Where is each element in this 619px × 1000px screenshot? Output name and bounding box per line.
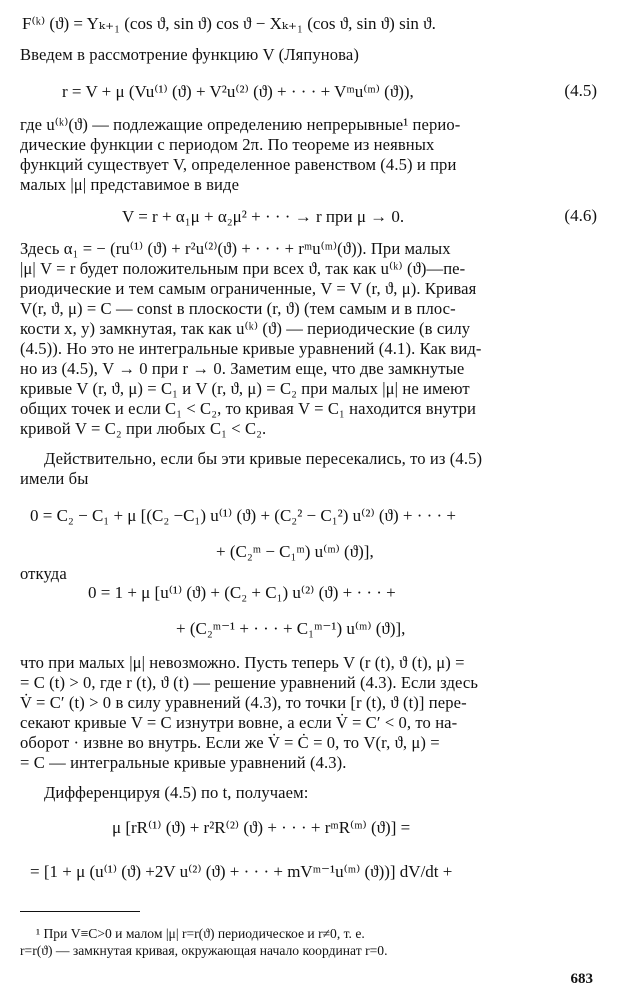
footnote-rule — [20, 911, 140, 912]
text-line: = C (t) > 0, где r (t), ϑ (t) — решение уравнений (4.3). Если здесь — [20, 673, 479, 692]
equation-number: (4.5) — [564, 81, 597, 100]
footnote-line: r=r(ϑ) — замкнутая кривая, окружающая начало координат r=0. — [20, 943, 388, 958]
footnote-line: ¹ При V≡C>0 и малом |μ| r=r(ϑ) периодическое и r≠0, т. е. — [36, 926, 365, 941]
text-line: где u⁽ᵏ⁾(ϑ) — подлежащие определению непрерывные¹ перио- — [20, 115, 461, 134]
text-line: кривой V = C₂ при любых C₁ < C₂. — [20, 419, 267, 438]
equation-line: V = r + α₁μ + α₂μ² + · · · → r при μ → 0. — [122, 207, 405, 226]
text-line: функций существует V, определенное равенством (4.5) и при — [20, 155, 457, 174]
text-line: оборот · извне во внутрь. Если же V̇ = Ċ = 0, то V(r, ϑ, μ) = — [20, 733, 440, 752]
equation-line: 0 = C₂ − C₁ + μ [(C₂ −C₁) u⁽¹⁾ (ϑ) + (C₂² − C₁²) u⁽²⁾ (ϑ) + · · · + — [30, 506, 457, 525]
text-line: имели бы — [20, 469, 89, 488]
equation-line: 0 = 1 + μ [u⁽¹⁾ (ϑ) + (C₂ + C₁) u⁽²⁾ (ϑ) + · · · + — [88, 583, 396, 602]
text-line: кривые V (r, ϑ, μ) = C₁ и V (r, ϑ, μ) = C₂ при малых |μ| не имеют — [20, 379, 470, 398]
text-line: Действительно, если бы эти кривые пересекались, то из (4.5) — [44, 449, 483, 468]
text-line: V̇ = C′ (t) > 0 в силу уравнений (4.3), то точки [r (t), ϑ (t)] пере- — [20, 693, 467, 712]
equation-line: F⁽ᵏ⁾ (ϑ) = Yₖ₊₁ (cos ϑ, sin ϑ) cos ϑ − Xₖ₊₁ (cos ϑ, sin ϑ) sin ϑ. — [22, 14, 436, 33]
equation-line: = [1 + μ (u⁽¹⁾ (ϑ) +2V u⁽²⁾ (ϑ) + · · · + mVᵐ⁻¹u⁽ᵐ⁾ (ϑ))] dV/dt + — [30, 862, 453, 881]
text-line: = C — интегральные кривые уравнений (4.3). — [20, 753, 347, 772]
text-line: Дифференцируя (4.5) по t, получаем: — [44, 783, 309, 802]
equation-line: + (C₂ᵐ⁻¹ + · · · + C₁ᵐ⁻¹) u⁽ᵐ⁾ (ϑ)], — [176, 619, 406, 638]
page-number: 683 — [570, 971, 593, 987]
text-line: малых |μ| представимое в виде — [20, 175, 240, 194]
text-line: секают кривые V = C изнутри вовне, а если V̇ = C′ < 0, то на- — [20, 713, 458, 732]
text-line: (4.5)). Но это не интегральные кривые уравнений (4.1). Как вид- — [20, 339, 482, 358]
text-line: Введем в рассмотрение функцию V (Ляпунова) — [20, 45, 359, 64]
text-line: но из (4.5), V → 0 при r → 0. Заметим еще, что две замкнутые — [20, 359, 465, 378]
equation-line: μ [rR⁽¹⁾ (ϑ) + r²R⁽²⁾ (ϑ) + · · · + rᵐR⁽ᵐ⁾ (ϑ)] = — [112, 818, 411, 837]
text-line: Здесь α₁ = − (ru⁽¹⁾ (ϑ) + r²u⁽²⁾(ϑ) + · · · + rᵐu⁽ᵐ⁾(ϑ)). При малых — [20, 239, 451, 258]
equation-line: r = V + μ (Vu⁽¹⁾ (ϑ) + V²u⁽²⁾ (ϑ) + · · · + Vᵐu⁽ᵐ⁾ (ϑ)), — [62, 82, 414, 101]
text-line: откуда — [20, 564, 67, 583]
equation-line: + (C₂ᵐ − C₁ᵐ) u⁽ᵐ⁾ (ϑ)], — [216, 542, 374, 561]
equation-number: (4.6) — [564, 206, 597, 225]
text-line: риодические и тем самым ограниченные, V = V (r, ϑ, μ). Кривая — [20, 279, 477, 298]
text-line: дические функции с периодом 2π. По теореме из неявных — [20, 135, 435, 154]
text-line: кости x, y) замкнутая, так как u⁽ᵏ⁾ (ϑ) — периодические (в силу — [20, 319, 471, 338]
text-line: общих точек и если C₁ < C₂, то кривая V = C₁ находится внутри — [20, 399, 477, 418]
text-line: что при малых |μ| невозможно. Пусть теперь V (r (t), ϑ (t), μ) = — [20, 653, 465, 672]
text-line: V(r, ϑ, μ) = C — const в плоскости (r, ϑ) (тем самым и в плос- — [20, 299, 456, 318]
text-line: |μ| V = r будет положительным при всех ϑ, так как u⁽ᵏ⁾ (ϑ)—пе- — [20, 259, 466, 278]
